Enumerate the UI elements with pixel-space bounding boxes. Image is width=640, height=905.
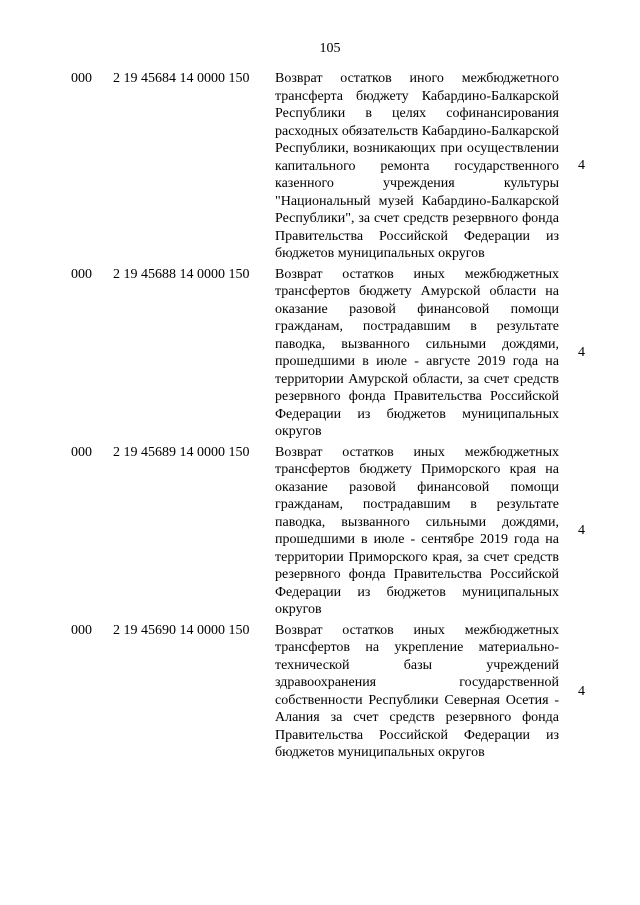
row-description: Возврат остатков иного межбюджетного трансферта бюджету Кабардино-Балкарской Республики в целях софинансирования расходных обязательств Кабардино-Балкарской Республики, возникающих при осуществлении капитального ремонта государственного казенного учреждения культуры "Национальный музей Кабардино-Балкарской Республики", за счет средств резервного фонда Правительства Российской Федерации из бюджетов муниципальных округов xyxy=(275,71,559,261)
table-row xyxy=(0,266,640,441)
table-row xyxy=(0,622,640,762)
admin-code: 000 xyxy=(71,266,92,282)
row-description: Возврат остатков иных межбюджетных трансфертов на укрепление материально-технической базы учреждений здравоохранения государственной собственности Республики Северная Осетия - Алания за счет средств резервного фонда Правительства Российской Федерации из бюджетов муниципальных округов xyxy=(275,622,559,760)
row-description: Возврат остатков иных межбюджетных трансфертов бюджету Амурской области на оказание разовой финансовой помощи гражданам, пострадавшим в результате паводка, вызванного сильными дождями, прошедшими в июле - августе 2019 года на территории Амурской области, за счет средств резервного фонда Правительства Российской Федерации из бюджетов муниципальных округов xyxy=(275,266,559,439)
kbk-code: 2 19 45689 14 0000 150 xyxy=(113,444,250,460)
kbk-code: 2 19 45688 14 0000 150 xyxy=(113,266,250,282)
row-description: Возврат остатков иных межбюджетных трансфертов бюджету Приморского края на оказание разовой финансовой помощи гражданам, пострадавшим в результате паводка, вызванного сильными дождями, прошедшими в июле - сентябре 2019 года на территории Приморского края, за счет средств резервного фонда Правительства Российской Федерации из бюджетов муниципальных округов xyxy=(275,444,559,617)
admin-code: 000 xyxy=(71,444,92,460)
table-row xyxy=(0,444,640,619)
row-amount: 4 xyxy=(578,683,585,699)
row-amount: 4 xyxy=(578,345,585,360)
row-amount: 4 xyxy=(578,158,585,174)
kbk-code: 2 19 45684 14 0000 150 xyxy=(113,71,250,86)
page-number: 105 xyxy=(319,41,341,56)
kbk-code: 2 19 45690 14 0000 150 xyxy=(113,622,250,638)
budget-table xyxy=(0,70,640,762)
table-row xyxy=(0,70,640,263)
admin-code: 000 xyxy=(71,71,92,86)
admin-code: 000 xyxy=(71,622,92,638)
row-amount: 4 xyxy=(578,523,585,538)
